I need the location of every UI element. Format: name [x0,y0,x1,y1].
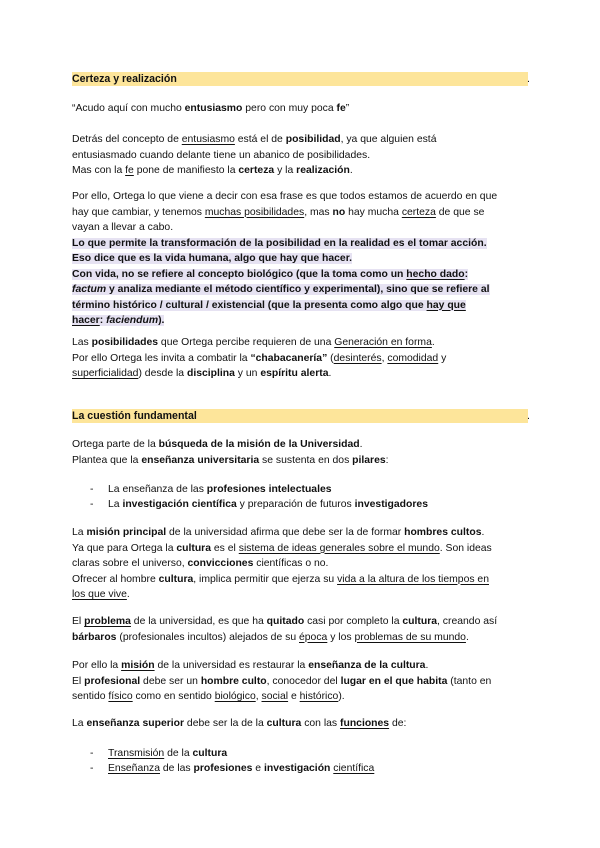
list-item: - La enseñanza de las profesiones intelectuales [90,484,332,495]
section-title: Certeza y realización [72,73,177,85]
highlight-line: Lo que permite la transformación de la posibilidad en la realidad es el tomar acción. [72,237,487,249]
section-heading-certeza [72,72,528,86]
section-title: La cuestión fundamental [72,410,197,422]
paragraph-posibilidades: Las posibilidades que Ortega percibe requieren de una Generación en forma. Por ello Ortega les invita a combatir la “chabacanería” (desinterés, comodidad y superficialidad) desde la disciplina y un espíritu alerta. [72,337,447,379]
highlight-line: Eso dice que es la vida humana, algo que hay que hacer. [72,253,353,264]
list-item: - Enseñanza de las profesiones e investigación científica [90,763,375,774]
paragraph-entusiasmo: Detrás del concepto de entusiasmo está el de posibilidad, ya que alguien está entusiasmado cuando delante tiene un abanico de posibilidades. Mas con la fe pone de manifiesto la certeza y la realización. [72,134,437,176]
section-heading-cuestion [72,409,528,423]
heading-dot: . [527,73,530,85]
paragraph-problema: El problema de la universidad, es que ha quitado casi por completo la cultura, creando así bárbaros (profesionales incultos) alejados de su época y los problemas de su mundo. [72,616,498,643]
paragraph-ensenanza-superior: La enseñanza superior debe ser la de la cultura con las funciones de: [72,718,407,729]
paragraph-mision-principal: La misión principal de la universidad afirma que debe ser la de formar hombres cultos. Ya que para Ortega la cultura es el sistema de ideas generales sobre el mundo. Son ideas claras sobre el universo, convicciones científicas o no. Ofrecer al hombre cultura, implica permitir que ejerza su vida a la altura de los tiempos en los que vive. [72,527,492,600]
paragraph-ortega-frase: Por ello, Ortega lo que viene a decir con esa frase es que todos estamos de acuerdo en que hay que cambiar, y tenemos muchas posibilidades, mas no hay mucha certeza de que se vayan a llevar a cabo. Lo que permite la transformación de la posibilidad en la realidad es el tomar acción. Eso dice que es la vida humana, algo que hay que hacer. Con vida, no se refiere al concepto biológico (que la toma como un hecho dado: factum y analiza mediante el método científico y experimental), sino que se refiere al término histórico / cultural / existencial (que la presenta como algo que hay que hacer: faciendum). [72,191,498,326]
paragraph-restaurar: Por ello la misión de la universidad es restaurar la enseñanza de la cultura. El profesional debe ser un hombre culto, conocedor del lugar en el que habita (tanto en sentido físico como en sentido biológico, social e histórico). [72,660,492,702]
paragraph-busqueda: Ortega parte de la búsqueda de la misión de la Universidad. Plantea que la enseñanza universitaria se sustenta en dos pilares: [72,439,389,466]
list-item: - La investigación científica y preparación de futuros investigadores [90,499,428,510]
list-item: - Transmisión de la cultura [90,748,228,759]
heading-dot: . [527,410,530,422]
quote-line: “Acudo aquí con mucho entusiasmo pero con muy poca fe” [72,103,350,114]
